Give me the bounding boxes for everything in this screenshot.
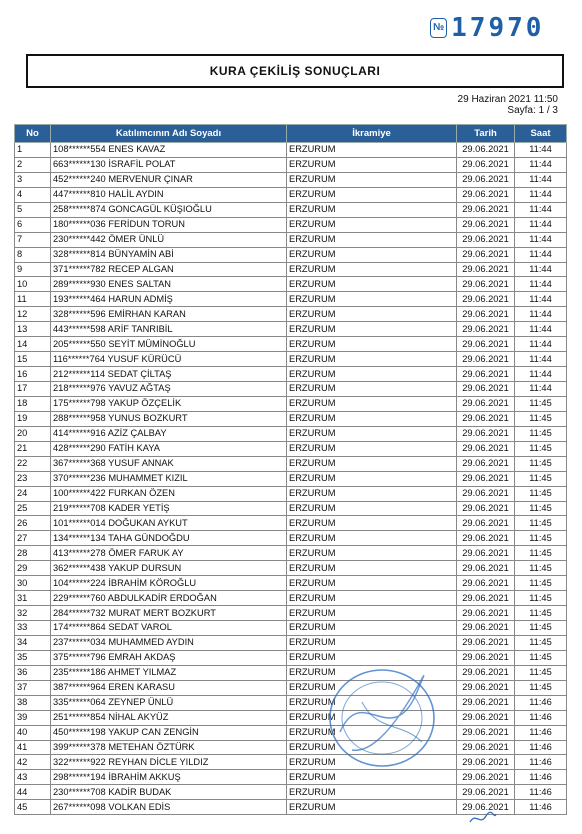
draw-date: 29.06.2021 xyxy=(457,650,515,665)
draw-date: 29.06.2021 xyxy=(457,143,515,158)
row-no: 14 xyxy=(15,337,51,352)
prize-city: ERZURUM xyxy=(287,247,457,262)
draw-date: 29.06.2021 xyxy=(457,441,515,456)
draw-date: 29.06.2021 xyxy=(457,157,515,172)
draw-date: 29.06.2021 xyxy=(457,382,515,397)
draw-time: 11:45 xyxy=(515,576,567,591)
draw-time: 11:45 xyxy=(515,606,567,621)
table-row xyxy=(15,456,567,471)
table-row xyxy=(15,621,567,636)
table-row xyxy=(15,710,567,725)
table-row xyxy=(15,755,567,770)
draw-date: 29.06.2021 xyxy=(457,606,515,621)
draw-date: 29.06.2021 xyxy=(457,501,515,516)
draw-time: 11:44 xyxy=(515,367,567,382)
row-no: 44 xyxy=(15,785,51,800)
draw-time: 11:44 xyxy=(515,187,567,202)
prize-city: ERZURUM xyxy=(287,307,457,322)
draw-time: 11:46 xyxy=(515,785,567,800)
draw-time: 11:45 xyxy=(515,456,567,471)
draw-time: 11:44 xyxy=(515,202,567,217)
draw-time: 11:45 xyxy=(515,471,567,486)
prize-city: ERZURUM xyxy=(287,411,457,426)
row-no: 27 xyxy=(15,531,51,546)
draw-date: 29.06.2021 xyxy=(457,770,515,785)
table-row xyxy=(15,800,567,815)
row-no: 32 xyxy=(15,606,51,621)
table-row xyxy=(15,247,567,262)
draw-time: 11:45 xyxy=(515,546,567,561)
table-row xyxy=(15,471,567,486)
prize-city: ERZURUM xyxy=(287,635,457,650)
prize-city: ERZURUM xyxy=(287,157,457,172)
page-title: KURA ÇEKİLİŞ SONUÇLARI xyxy=(209,64,381,78)
draw-date: 29.06.2021 xyxy=(457,396,515,411)
participant-name: 387******964 EREN KARASU xyxy=(51,680,287,695)
participant-name: 328******814 BÜNYAMİN ABİ xyxy=(51,247,287,262)
draw-date: 29.06.2021 xyxy=(457,426,515,441)
table-row xyxy=(15,202,567,217)
results-table xyxy=(14,124,567,815)
serial-number xyxy=(430,14,552,42)
row-no: 1 xyxy=(15,143,51,158)
participant-name: 100******422 FURKAN ÖZEN xyxy=(51,486,287,501)
column-header-date: Tarih xyxy=(457,125,515,143)
table-row xyxy=(15,725,567,740)
prize-city: ERZURUM xyxy=(287,650,457,665)
draw-date: 29.06.2021 xyxy=(457,576,515,591)
table-row xyxy=(15,501,567,516)
participant-name: 298******194 İBRAHİM AKKUŞ xyxy=(51,770,287,785)
draw-date: 29.06.2021 xyxy=(457,740,515,755)
draw-time: 11:46 xyxy=(515,710,567,725)
row-no: 5 xyxy=(15,202,51,217)
prize-city: ERZURUM xyxy=(287,531,457,546)
participant-name: 375******796 EMRAH AKDAŞ xyxy=(51,650,287,665)
column-header-name: Katılımcının Adı Soyadı xyxy=(51,125,287,143)
prize-city: ERZURUM xyxy=(287,172,457,187)
prize-city: ERZURUM xyxy=(287,202,457,217)
row-no: 7 xyxy=(15,232,51,247)
table-row xyxy=(15,561,567,576)
page-number: Sayfa: 1 / 3 xyxy=(507,105,558,116)
draw-time: 11:45 xyxy=(515,650,567,665)
participant-name: 362******438 YAKUP DURSUN xyxy=(51,561,287,576)
table-row xyxy=(15,635,567,650)
prize-city: ERZURUM xyxy=(287,710,457,725)
draw-date: 29.06.2021 xyxy=(457,367,515,382)
draw-date: 29.06.2021 xyxy=(457,546,515,561)
draw-date: 29.06.2021 xyxy=(457,232,515,247)
draw-time: 11:46 xyxy=(515,740,567,755)
draw-date: 29.06.2021 xyxy=(457,800,515,815)
participant-name: 335******064 ZEYNEP ÜNLÜ xyxy=(51,695,287,710)
row-no: 33 xyxy=(15,621,51,636)
row-no: 35 xyxy=(15,650,51,665)
table-row xyxy=(15,292,567,307)
draw-time: 11:45 xyxy=(515,501,567,516)
participant-name: 134******134 TAHA GÜNDOĞDU xyxy=(51,531,287,546)
prize-city: ERZURUM xyxy=(287,546,457,561)
table-row xyxy=(15,680,567,695)
row-no: 24 xyxy=(15,486,51,501)
row-no: 31 xyxy=(15,591,51,606)
draw-date: 29.06.2021 xyxy=(457,755,515,770)
row-no: 21 xyxy=(15,441,51,456)
draw-time: 11:44 xyxy=(515,157,567,172)
draw-date: 29.06.2021 xyxy=(457,665,515,680)
participant-name: 328******596 EMİRHAN KARAN xyxy=(51,307,287,322)
table-row xyxy=(15,277,567,292)
table-row xyxy=(15,322,567,337)
prize-city: ERZURUM xyxy=(287,501,457,516)
draw-date: 29.06.2021 xyxy=(457,680,515,695)
participant-name: 663******130 İSRAFİL POLAT xyxy=(51,157,287,172)
draw-time: 11:44 xyxy=(515,292,567,307)
participant-name: 414******916 AZİZ ÇALBAY xyxy=(51,426,287,441)
draw-time: 11:45 xyxy=(515,531,567,546)
participant-name: 258******874 GONCAGÜL KÜŞIOĞLU xyxy=(51,202,287,217)
row-no: 38 xyxy=(15,695,51,710)
participant-name: 174******864 SEDAT VAROL xyxy=(51,621,287,636)
row-no: 42 xyxy=(15,755,51,770)
row-no: 39 xyxy=(15,710,51,725)
draw-date: 29.06.2021 xyxy=(457,172,515,187)
draw-date: 29.06.2021 xyxy=(457,695,515,710)
draw-time: 11:44 xyxy=(515,232,567,247)
draw-date: 29.06.2021 xyxy=(457,531,515,546)
participant-name: 447******810 HALİL AYDIN xyxy=(51,187,287,202)
draw-date: 29.06.2021 xyxy=(457,456,515,471)
row-no: 11 xyxy=(15,292,51,307)
draw-date: 29.06.2021 xyxy=(457,217,515,232)
row-no: 6 xyxy=(15,217,51,232)
participant-name: 413******278 ÖMER FARUK AY xyxy=(51,546,287,561)
draw-time: 11:44 xyxy=(515,247,567,262)
draw-date: 29.06.2021 xyxy=(457,710,515,725)
participant-name: 229******760 ABDULKADİR ERDOĞAN xyxy=(51,591,287,606)
draw-time: 11:45 xyxy=(515,426,567,441)
prize-city: ERZURUM xyxy=(287,785,457,800)
draw-time: 11:44 xyxy=(515,307,567,322)
prize-city: ERZURUM xyxy=(287,471,457,486)
column-header-time: Saat xyxy=(515,125,567,143)
prize-city: ERZURUM xyxy=(287,352,457,367)
table-row xyxy=(15,382,567,397)
prize-city: ERZURUM xyxy=(287,665,457,680)
prize-city: ERZURUM xyxy=(287,187,457,202)
date-time: 29 Haziran 2021 11:50 xyxy=(457,94,558,105)
participant-name: 251******854 NİHAL AKYÜZ xyxy=(51,710,287,725)
table-row xyxy=(15,337,567,352)
prize-city: ERZURUM xyxy=(287,695,457,710)
prize-city: ERZURUM xyxy=(287,337,457,352)
row-no: 28 xyxy=(15,546,51,561)
participant-name: 218******976 YAVUZ AĞTAŞ xyxy=(51,382,287,397)
participant-name: 370******236 MUHAMMET KIZIL xyxy=(51,471,287,486)
row-no: 16 xyxy=(15,367,51,382)
draw-time: 11:45 xyxy=(515,396,567,411)
draw-time: 11:45 xyxy=(515,561,567,576)
participant-name: 101******014 DOĞUKAN AYKUT xyxy=(51,516,287,531)
prize-city: ERZURUM xyxy=(287,262,457,277)
prize-city: ERZURUM xyxy=(287,486,457,501)
table-row xyxy=(15,426,567,441)
draw-time: 11:45 xyxy=(515,635,567,650)
table-row xyxy=(15,606,567,621)
row-no: 43 xyxy=(15,770,51,785)
table-row xyxy=(15,187,567,202)
draw-time: 11:46 xyxy=(515,770,567,785)
column-header-prize: İkramiye xyxy=(287,125,457,143)
draw-time: 11:46 xyxy=(515,695,567,710)
row-no: 9 xyxy=(15,262,51,277)
draw-time: 11:44 xyxy=(515,322,567,337)
table-row xyxy=(15,695,567,710)
draw-date: 29.06.2021 xyxy=(457,635,515,650)
prize-city: ERZURUM xyxy=(287,143,457,158)
draw-date: 29.06.2021 xyxy=(457,277,515,292)
draw-time: 11:45 xyxy=(515,665,567,680)
draw-date: 29.06.2021 xyxy=(457,471,515,486)
draw-date: 29.06.2021 xyxy=(457,486,515,501)
participant-name: 230******708 KADİR BUDAK xyxy=(51,785,287,800)
prize-city: ERZURUM xyxy=(287,680,457,695)
draw-date: 29.06.2021 xyxy=(457,516,515,531)
participant-name: 367******368 YUSUF ANNAK xyxy=(51,456,287,471)
draw-time: 11:44 xyxy=(515,217,567,232)
participant-name: 116******764 YUSUF KÜRÜCÜ xyxy=(51,352,287,367)
participant-name: 219******708 KADER YETİŞ xyxy=(51,501,287,516)
prize-city: ERZURUM xyxy=(287,292,457,307)
table-row xyxy=(15,172,567,187)
prize-city: ERZURUM xyxy=(287,382,457,397)
serial-value: 17970 xyxy=(451,13,545,43)
table-row xyxy=(15,650,567,665)
draw-time: 11:44 xyxy=(515,352,567,367)
draw-date: 29.06.2021 xyxy=(457,292,515,307)
prize-city: ERZURUM xyxy=(287,441,457,456)
draw-date: 29.06.2021 xyxy=(457,352,515,367)
table-row xyxy=(15,486,567,501)
participant-name: 104******224 İBRAHİM KÖROĞLU xyxy=(51,576,287,591)
table-row xyxy=(15,740,567,755)
column-header-no: No xyxy=(15,125,51,143)
row-no: 23 xyxy=(15,471,51,486)
row-no: 12 xyxy=(15,307,51,322)
row-no: 25 xyxy=(15,501,51,516)
draw-time: 11:44 xyxy=(515,143,567,158)
participant-name: 284******732 MURAT MERT BOZKURT xyxy=(51,606,287,621)
table-row xyxy=(15,576,567,591)
prize-city: ERZURUM xyxy=(287,606,457,621)
table-row xyxy=(15,516,567,531)
draw-time: 11:46 xyxy=(515,725,567,740)
row-no: 29 xyxy=(15,561,51,576)
draw-date: 29.06.2021 xyxy=(457,411,515,426)
draw-time: 11:45 xyxy=(515,486,567,501)
draw-time: 11:46 xyxy=(515,800,567,815)
participant-name: 237******034 MUHAMMED AYDIN xyxy=(51,635,287,650)
draw-time: 11:46 xyxy=(515,755,567,770)
row-no: 20 xyxy=(15,426,51,441)
participant-name: 289******930 ENES SALTAN xyxy=(51,277,287,292)
row-no: 3 xyxy=(15,172,51,187)
draw-time: 11:44 xyxy=(515,172,567,187)
table-row xyxy=(15,531,567,546)
participant-name: 371******782 RECEP ALGAN xyxy=(51,262,287,277)
draw-date: 29.06.2021 xyxy=(457,262,515,277)
row-no: 2 xyxy=(15,157,51,172)
draw-date: 29.06.2021 xyxy=(457,337,515,352)
participant-name: 428******290 FATİH KAYA xyxy=(51,441,287,456)
prize-city: ERZURUM xyxy=(287,367,457,382)
participant-name: 235******186 AHMET YILMAZ xyxy=(51,665,287,680)
table-row xyxy=(15,262,567,277)
draw-time: 11:45 xyxy=(515,411,567,426)
participant-name: 399******378 METEHAN ÖZTÜRK xyxy=(51,740,287,755)
draw-date: 29.06.2021 xyxy=(457,785,515,800)
table-row xyxy=(15,143,567,158)
prize-city: ERZURUM xyxy=(287,800,457,815)
table-row xyxy=(15,352,567,367)
row-no: 30 xyxy=(15,576,51,591)
draw-time: 11:45 xyxy=(515,621,567,636)
participant-name: 175******798 YAKUP ÖZÇELİK xyxy=(51,396,287,411)
table-row xyxy=(15,591,567,606)
table-row xyxy=(15,157,567,172)
row-no: 13 xyxy=(15,322,51,337)
row-no: 18 xyxy=(15,396,51,411)
table-row xyxy=(15,232,567,247)
table-row xyxy=(15,770,567,785)
participant-name: 108******554 ENES KAVAZ xyxy=(51,143,287,158)
row-no: 41 xyxy=(15,740,51,755)
row-no: 22 xyxy=(15,456,51,471)
row-no: 37 xyxy=(15,680,51,695)
draw-date: 29.06.2021 xyxy=(457,247,515,262)
participant-name: 180******036 FERİDUN TORUN xyxy=(51,217,287,232)
table-row xyxy=(15,441,567,456)
row-no: 15 xyxy=(15,352,51,367)
prize-city: ERZURUM xyxy=(287,725,457,740)
row-no: 19 xyxy=(15,411,51,426)
prize-city: ERZURUM xyxy=(287,621,457,636)
prize-city: ERZURUM xyxy=(287,217,457,232)
row-no: 45 xyxy=(15,800,51,815)
participant-name: 452******240 MERVENUR ÇINAR xyxy=(51,172,287,187)
serial-prefix: № xyxy=(430,18,447,38)
participant-name: 212******114 SEDAT ÇİLTAŞ xyxy=(51,367,287,382)
row-no: 4 xyxy=(15,187,51,202)
draw-time: 11:44 xyxy=(515,337,567,352)
draw-date: 29.06.2021 xyxy=(457,307,515,322)
prize-city: ERZURUM xyxy=(287,576,457,591)
participant-name: 288******958 YUNUS BOZKURT xyxy=(51,411,287,426)
draw-date: 29.06.2021 xyxy=(457,591,515,606)
prize-city: ERZURUM xyxy=(287,396,457,411)
participant-name: 267******098 VOLKAN EDİS xyxy=(51,800,287,815)
prize-city: ERZURUM xyxy=(287,740,457,755)
draw-date: 29.06.2021 xyxy=(457,187,515,202)
row-no: 10 xyxy=(15,277,51,292)
participant-name: 443******598 ARİF TANRIBİL xyxy=(51,322,287,337)
participant-name: 450******198 YAKUP CAN ZENGİN xyxy=(51,725,287,740)
row-no: 36 xyxy=(15,665,51,680)
table-row xyxy=(15,396,567,411)
draw-date: 29.06.2021 xyxy=(457,621,515,636)
prize-city: ERZURUM xyxy=(287,456,457,471)
prize-city: ERZURUM xyxy=(287,755,457,770)
table-row xyxy=(15,307,567,322)
draw-time: 11:44 xyxy=(515,382,567,397)
row-no: 26 xyxy=(15,516,51,531)
draw-time: 11:44 xyxy=(515,277,567,292)
prize-city: ERZURUM xyxy=(287,770,457,785)
draw-date: 29.06.2021 xyxy=(457,561,515,576)
prize-city: ERZURUM xyxy=(287,516,457,531)
draw-date: 29.06.2021 xyxy=(457,322,515,337)
draw-time: 11:45 xyxy=(515,441,567,456)
date-block xyxy=(458,94,558,116)
participant-name: 230******442 ÖMER ÜNLÜ xyxy=(51,232,287,247)
row-no: 17 xyxy=(15,382,51,397)
draw-time: 11:45 xyxy=(515,680,567,695)
prize-city: ERZURUM xyxy=(287,232,457,247)
draw-time: 11:45 xyxy=(515,516,567,531)
table-row xyxy=(15,785,567,800)
table-header-row xyxy=(15,125,567,143)
table-row xyxy=(15,411,567,426)
table-row xyxy=(15,217,567,232)
participant-name: 193******464 HARUN ADMİŞ xyxy=(51,292,287,307)
table-row xyxy=(15,367,567,382)
draw-date: 29.06.2021 xyxy=(457,725,515,740)
table-row xyxy=(15,546,567,561)
row-no: 8 xyxy=(15,247,51,262)
table-row xyxy=(15,665,567,680)
prize-city: ERZURUM xyxy=(287,561,457,576)
draw-time: 11:45 xyxy=(515,591,567,606)
prize-city: ERZURUM xyxy=(287,426,457,441)
participant-name: 205******550 SEYİT MÜMİNOĞLU xyxy=(51,337,287,352)
draw-time: 11:44 xyxy=(515,262,567,277)
title-box xyxy=(26,54,564,88)
prize-city: ERZURUM xyxy=(287,591,457,606)
row-no: 40 xyxy=(15,725,51,740)
row-no: 34 xyxy=(15,635,51,650)
draw-date: 29.06.2021 xyxy=(457,202,515,217)
prize-city: ERZURUM xyxy=(287,322,457,337)
participant-name: 322******922 REYHAN DİCLE YILDIZ xyxy=(51,755,287,770)
prize-city: ERZURUM xyxy=(287,277,457,292)
